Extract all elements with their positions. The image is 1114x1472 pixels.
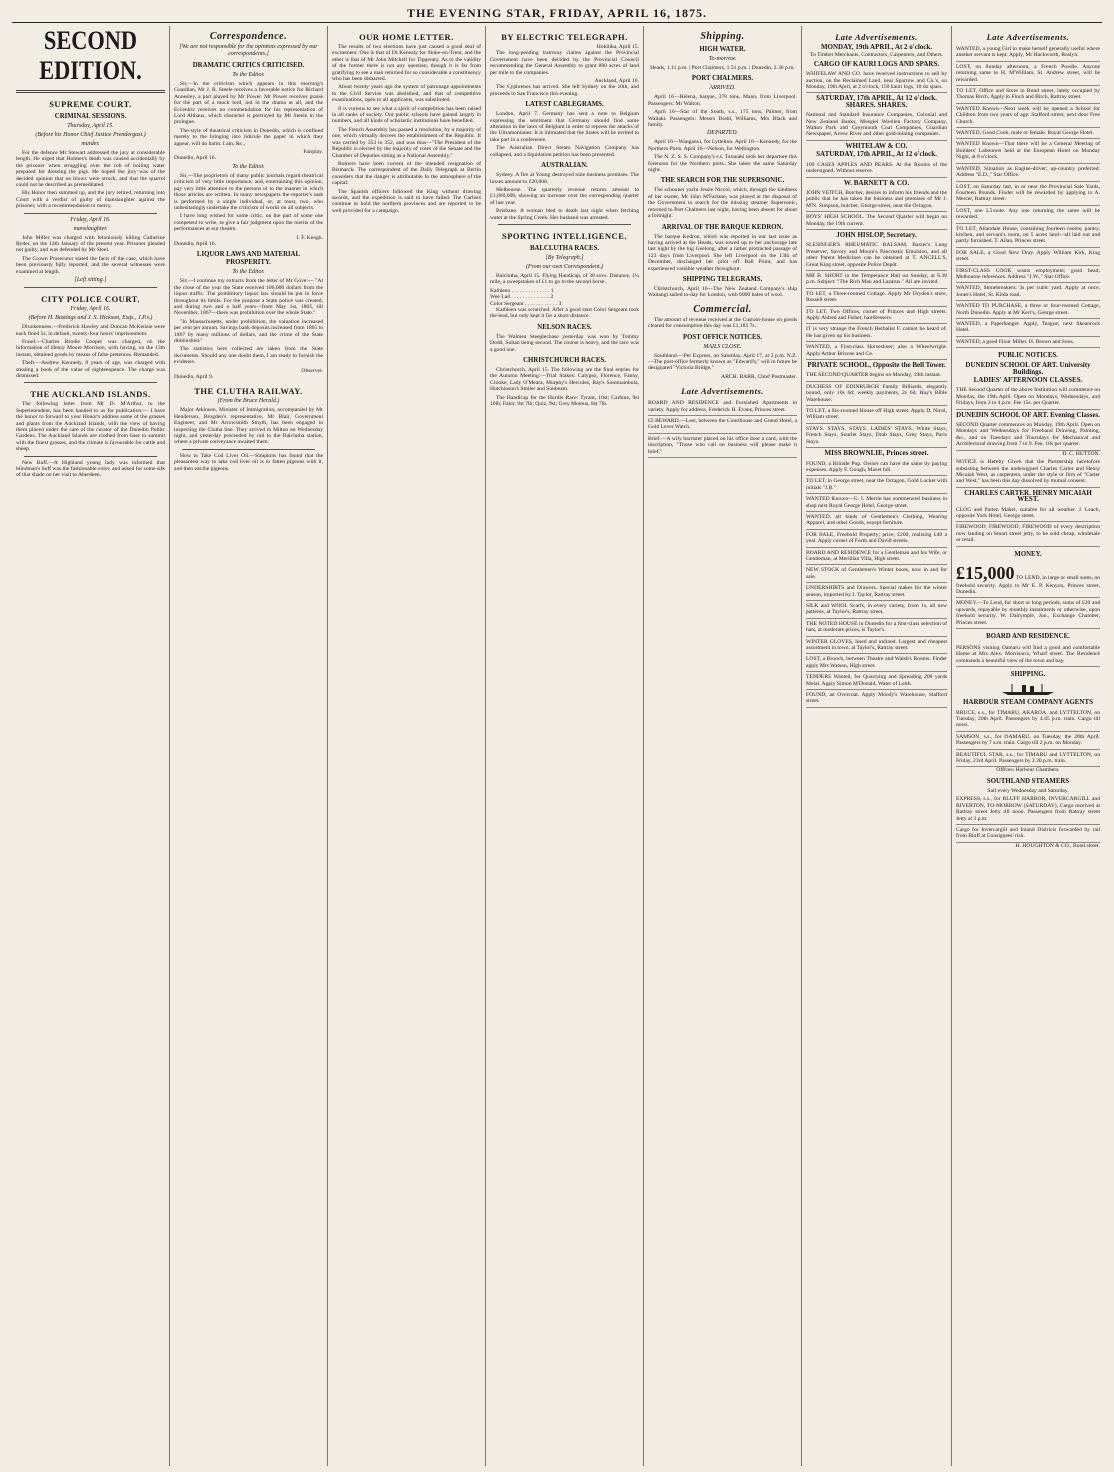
advertisement: NOTICE is Hereby Given that the Partnership heretofore subsisting between the undersigned Charles Carter and Henry Micaiah West, as carpenters, under the style or firm of "Carter and West," has been this day dissolved by mutual consent.: [956, 457, 1100, 488]
subheading: ARRIVED.: [709, 85, 736, 92]
late-advertisements-heading: Late Advertisements.: [681, 386, 764, 397]
section-heading: THE SEARCH FOR THE SUPERSONIC.: [660, 177, 785, 185]
advertisement: BOARD AND RESIDENCE and Furnished Apartments in variety. Apply for address, Frederick H. Evans, Princes street.: [648, 398, 797, 416]
advertisement: WINTER GLOVES, lined and unlined. Largest and cheapest assortment in town, at Taylor's, Rattray street.: [806, 637, 947, 655]
paragraph: Christchurch, April 15. The following are the final entries for the Autumn Meeting:—Trial Stakes: Calypso, Florence, Fanny, Cronke, Lady O'Meara, Murphy's Hercules, Ray's Sommambula, Hutchinson's Smiler and Sunbeam.: [490, 367, 639, 393]
board-residence-heading: BOARD AND RESIDENCE.: [986, 633, 1070, 640]
subheading: DEPARTED.: [706, 130, 739, 137]
race-result: Wee Lad . . . . . . . . . . . . . . 2: [490, 294, 554, 301]
paragraph: Rumors have been current of the intended resignation of Bismarck. The correspondent of the Daily Telegraph at Berlin considers that the danger is attributable to the atmosphere of the capital.: [332, 160, 481, 187]
paragraph: April 16—Helena, barque, 370 tons, Mann, from Liverpool. Passengers: Mr Walton.: [648, 94, 797, 107]
advertisement: FIREWOOD, FIREWOOD, FIREWOOD of every description now landing on Stuart street jetty, to be sold cheap, wholesale or retail.: [956, 522, 1100, 546]
paragraph: Major Atkinson, Minister of Immigration, accompanied by Mr Henderson, Brogden's representative, Mr Blair, Government Engineer, and Mr Arrowsmith Smyth, has been engaged in inspecting the Clutha line. They arrived in Milton on Wednesday night, and yesterday proceeded by rail to the Balclutha station, where a private conveyance awaited them.: [174, 407, 323, 446]
advertisement: FOUND, an Overcoat. Apply Moody's Warehouse, Stafford street.: [806, 690, 947, 708]
place-date: Dunedin, April 9.: [174, 374, 214, 381]
masthead: THE EVENING STAR, FRIDAY, APRIL 16, 1875.: [12, 6, 1102, 23]
advertisement: TO LET, a Three-roomed Cottage. Apply Mr Dryden's store, Russell street.: [806, 289, 947, 307]
advertisement: WANTED, a young Girl to make herself generally useful where another servant is kept. Apply, Mr Hackworth, Roslyn.: [956, 44, 1100, 62]
column-2: [170, 26, 328, 1466]
bench-note: (Before H. Bastings and J. S. Hickson, Esqs., J.P.s.): [28, 315, 153, 322]
paragraph: Drunkenness.—Frederick Hawley and Duncan McKenzie were each fined 5s, in default, twenty-four hours' imprisonment.: [16, 324, 165, 337]
advertisement: TO LET, Two Offices, corner of Princes and High streets. Apply Aldred and Fisher, hairdressers.: [806, 307, 947, 325]
advertisement: IT is very strange the French Herbalist F. cannot be heard of. He has given up his business.: [806, 324, 947, 342]
signature: I. F. Keogh.: [296, 234, 323, 241]
advertisement: LOST, on Saturday last, in or near the Provincial Sale Yards, Fourteen Pounds. Finder will be rewarded by applying to A. Mercer, Rattray street.: [956, 182, 1100, 206]
case-heading: murder.: [81, 141, 100, 147]
advertisement: FOR SALE, Freehold Property; price, £200, realising £40 a year. Apply corner of Forth and David streets.: [806, 530, 947, 548]
advertisement: MONEY.—To Lend, for short or long periods, sums of £20 and upwards, repayable by monthly instalments or otherwise, upon freehold security. W. Dalrymple, Jun., Exchange Chamber, Princes street.: [956, 598, 1100, 629]
paragraph: "In Massachusetts, under prohibition, the valuation increased per cent per annum. Savings bank deposits increased from 1865 to 1867 by many millions of dollars, and the crime of the State diminished.": [174, 318, 323, 344]
paragraph: The Handicap for the Hurdle Race: Tyrant, 10st; Carbine, 9st 10lb; Fakir, 9st 7lb; Quiz, 9st; Grey Momus, 8st 7lb.: [490, 394, 639, 408]
section-heading: PORT CHALMERS.: [691, 75, 754, 83]
dateline: Thursday, April 15.: [67, 123, 114, 129]
advertisement: WANTED, Good Cook, male or female. Royal George Hotel.: [956, 128, 1100, 139]
shipping-heading: Shipping.: [700, 31, 745, 42]
place-date: Dunedin, April 16.: [174, 155, 216, 162]
late-advertisements-heading: Late Advertisements.: [835, 32, 918, 42]
auckland-islands-heading: THE AUCKLAND ISLANDS.: [30, 389, 151, 400]
advertisement: WHITELAW AND CO. have received instructions to sell by auction, on the Reclaimed Land, near Sparrow and Co.'s, on Monday, 19th April, at 2 o'clock, 150 kauri logs, 10 do spars.: [806, 69, 947, 93]
advertisement-title: LADIES' AFTERNOON CLASSES.: [973, 376, 1083, 385]
section-heading: ARRIVAL OF THE BARQUE KEDRON.: [661, 223, 784, 231]
advertisement: DUCHESS OF EDINBURGH Family Billiards, elegantly bound, only 10s 6d; weekly payments, 2s 6d. Hay's Bible Warehouse.: [806, 382, 947, 406]
auction-date: SATURDAY, 17th APRIL, At 12 o'clock.: [816, 150, 937, 159]
paragraph: The amount of revenue received at the Custom-house on goods cleared for consumption this day was £1,183 7s.: [648, 316, 797, 330]
column-7: [952, 26, 1104, 1466]
paragraph: The following letter from Mr D. M'Arthur, to the Superintendent, has been handed to us for publication:— I have the honor to forward to your Honor's address some of the grasses and plants from the Auckland Islands, with the view of having them placed under the care of the curator of the Dunedin Public Gardens. The Auckland Islands are clothed from base to summit with the finest grasses, and the climate is favourable for cattle and sheep.: [16, 401, 165, 453]
paragraph: The Spanish officers followed the King without drawing swords, and the expedition is said to have failed. The Carlists continue to hold the northern provinces and are reported to be well provided for a campaign.: [332, 188, 481, 214]
paragraph: The French Assembly has passed a resolution, by a majority of one, which virtually decrees the establishment of the Republic. It was carried by 353 to 352, and was thus—"The President of the Republic is elected by the majority of votes of the Senate and the Chamber of Deputies sitting as a National Assembly.": [332, 126, 481, 159]
advertisement: PERSONS visiting Oamaru will find a good and comfortable Home at Mrs Alex. Morrison's, Wharf street. The Residence commands a beautiful view of the town and bay.: [956, 643, 1100, 667]
advertisement-title: DUNEDIN SCHOOL OF ART. Evening Classes.: [956, 410, 1100, 419]
office-note: Offices: Harbour Chambers.: [996, 767, 1060, 774]
advertisement: WANTED, a First-class Horseshoer; also a Wheelwright. Apply Arthur Briscoe and Co.: [806, 342, 947, 360]
commercial-heading: Commercial.: [693, 303, 752, 315]
article-heading: THE CLUTHA RAILWAY.: [194, 386, 303, 397]
section-heading: HIGH WATER.: [699, 46, 746, 53]
advertiser-name: MISS BROWNLIE, Princes street.: [824, 449, 929, 458]
auction-date: MONDAY, 19th APRIL, At 2 o'clock.: [820, 43, 933, 51]
section-heading: AUSTRALIAN.: [541, 162, 588, 170]
advertisement: CLOG and Patten Maker, suitable for all weather. J. Leach, opposite York Hotel, George street.: [956, 505, 1100, 523]
paragraph: April 16—Wanganui, for Lyttelton. April 16—Kennedy, for the Northern Ports. April 16—Nelson, for Wellington.: [648, 139, 797, 152]
paragraph: Melbourne. The quarterly revenue returns amount to £1,060,000, showing an increase over the corresponding quarter of last year.: [490, 186, 639, 206]
auction-date: SATURDAY, 17th APRIL, At 12 o'clock. SHARES. SHARES.: [816, 94, 937, 109]
case-heading: manslaughter.: [73, 225, 108, 232]
advertiser-name: W. BARNETT & CO.: [843, 178, 910, 187]
advertisement: WANTED, Stonebreakers; 3s per cubic yard. Apply at once, Jones's Hotel, St. Kilda road.: [956, 283, 1100, 301]
advertisement: TO LET, a Six-roomed House off High street. Apply D. Nicol, William street.: [806, 406, 947, 424]
advertisement: BOYS' HIGH SCHOOL. The Second Quarter will begin on Monday, the 19th current.: [806, 212, 947, 230]
advertisement-title: PRIVATE SCHOOL, Opposite the Bell Tower.: [807, 361, 946, 370]
dateline: Friday, April 16.: [70, 216, 111, 223]
signature: Observer.: [301, 367, 323, 374]
column-3: [328, 26, 486, 1466]
advertisement: WANTED Known—Next week will be opened a School for Children from two years of age. Stafford street, next door Free Church.: [956, 104, 1100, 128]
advertisement: LOST, one L5-note. Any one returning the same will be rewarded.: [956, 206, 1100, 224]
steamship-icon: [998, 682, 1058, 696]
advertisement: BEAUTIFUL STAR, s.s., for TIMARU and LYTTELTON, on Friday, 23rd April. Passengers by 2.30 p.m. train.: [956, 750, 1100, 768]
advertisement: THE NOTED HOUSE in Dunedin for a first-class selection of hats, at moderate prices, is Taylor's.: [806, 619, 947, 637]
divider: [24, 213, 157, 214]
source-note: [By Telegraph.]: [545, 254, 584, 261]
column-4: [486, 26, 644, 1466]
section-heading: BALCLUTHA RACES.: [529, 244, 600, 252]
advertisement: SAMSON, s.s., for OAMARU, on Tuesday, the 20th April. Passengers by 7 a.m. train. Cargo till 2 p.m. on Monday.: [956, 732, 1100, 750]
paragraph: The results of two elections have just caused a good deal of excitement. One is that of Dr Kenealy for Stoke-on-Trent, and the other is that of Mr John Mitchell for Tipperary. As to the validity of the former there is not any question, though it is far from gratifying to see a man returned for so considerable a constituency who has been disbarred.: [332, 44, 481, 83]
supreme-court-heading: SUPREME COURT.: [49, 99, 132, 109]
advertisement: TO LET, in George street, near the Octagon, Gold Locket with initials "J.B.": [806, 476, 947, 494]
criminal-sessions-heading: CRIMINAL SESSIONS.: [54, 113, 127, 120]
paragraph: The Crown Prosecutor stated the facts of the case, which have been previously fully reported, and the several witnesses were examined at length.: [16, 255, 165, 275]
column-5: [644, 26, 802, 1466]
sporting-heading: SPORTING INTELLIGENCE.: [501, 230, 627, 241]
paragraph: It is curious to see what a spirit of competition has been raised in all ranks of society. Our public schools have gained largely in numbers, and all kinds of scholastic institutions have benefited.: [332, 105, 481, 125]
race-result: Color Sergeant . . . . . . . . . . . . 3: [490, 300, 562, 307]
paragraph: The style of theatrical criticism in Dunedin, which is confined merely to the bringing into ridicule the paper in which they appear, will do harm. I am, &c.,: [174, 127, 323, 147]
advertisement: 100 CASES APPLES AND PEARS. At the Rooms of the undersigned. Without reserve.: [806, 160, 947, 178]
paragraph: Balclutha, April 15. Flying Handicap, of 30 sovs. Distance, 1¼ mile, a sweepstakes of £1 to go to the second horse.: [490, 272, 639, 286]
advertisement: EXPRESS, s.s., for BLUFF HARBOR, INVERCARGILL and RIVERTON, TO-MORROW (SATURDAY), Cargo received at Rattray street Jetty till noon. Passengers from Rattray street Jetty at 3 p.m.: [956, 794, 1100, 825]
advertisement: FOR SALE, a Good New Dray. Apply William Kirk, King street.: [956, 248, 1100, 266]
paragraph: Kathleen was scratched. After a good start Color Sergeant took the lead, but only kept it for a short distance.: [490, 306, 639, 320]
paragraph: The long-pending tramway claims against the Provincial Government have been decided by the Provincial Council recommending the General Assembly to grant 800 acres of land per mile to the companies.: [490, 50, 639, 76]
advertisement: THE Second Quarter of the above Institution will commence on Monday, the 19th April. Open on Mondays, Wednesdays, and Fridays, from 2 to 4 p.m. Fee 15s. per Quarter.: [956, 385, 1100, 409]
paragraph: How to Take Cod Liver Oil.—Simpkins has found that the pleasantest way to take cod liver oil is to fatten pigeons with it, and then eat the pigeons.: [174, 452, 323, 472]
advertisement: WANTED Known—G. I. Merrie has commenced business in shop next Royal George Hotel, George street.: [806, 494, 947, 512]
shipping-heading: SHIPPING.: [1010, 671, 1046, 679]
public-notices-heading: PUBLIC NOTICES.: [998, 352, 1058, 360]
paragraph: The schooner yacht Jessie Niccol, which, through the kindness of her owner, Mr John M'Farlane, was placed at the disposal of the Government to search for the missing steamer Supersonic, returned to Port Chalmers last night, having been absent for about a fortnight.: [648, 187, 797, 220]
paragraph: The Waimea Steeplechase yesterday was won by Tommy Dodd, Sultan being second. The course is heavy, and the race was a good one.: [490, 333, 639, 353]
advertisement-title: CARGO OF KAURI LOGS AND SPARS.: [813, 59, 940, 68]
paragraph: Fraud.—Charles Brodie Cooper was charged, on the information of Henry Moore Morrison, with having, on the 13th instant, obtained goods by means of false pretences. Remanded.: [16, 338, 165, 358]
advertisement: THE SECOND QUARTER begins on Monday, 19th instant.: [806, 370, 947, 381]
paragraph: April 16—Star of the South, s.s., 175 tons, Palmer, from Waitaki. Passengers: Messrs Dodd, Williams, Mrs Black and family.: [648, 109, 797, 129]
advertisement: LOST, a Brooch, between Theatre and Walsh's Rooms. Finder apply Mrs Watson, High street.: [806, 654, 947, 672]
signature: ARCH. BARR, Chief Postmaster.: [721, 373, 797, 380]
paragraph: Sydney. A fire at Young destroyed nine business premises. The losses amount to £20,000.: [490, 172, 639, 185]
advertisement: WANTED Known—That there will be a General Meeting of Builders' Labourers held at the European Hotel on Monday Night, at 8 o'clock.: [956, 139, 1100, 163]
paragraph: Theft.—Andrew Kennedy, 8 years of age, was charged with stealing a book of the value of eighteenpence. The charge was dismissed.: [16, 360, 165, 379]
paragraph: For the defence Mr Stewart addressed the jury at considerable length. He urged that Holmes's death was caused accidentally by the prisoner when struggling over the rob of boiling water prepared for dressing the pigs. He hoped the jury was of the decided opinion that no blows were struck, and that the quarrel could not be described as premeditated.: [16, 150, 165, 189]
correspondence-heading: Correspondence.: [209, 31, 288, 42]
paragraph: About twenty years ago the system of patronage appointments to the Civil Service was abolished, and that of competitive examinations, open to all applicants, was substituted.: [332, 84, 481, 104]
money-text: TO LEND, in large or small sums, on freehold security. Apply to Mr E. P. Kenyon, Princes street, Dunedin.: [956, 574, 1100, 595]
race-result: Kathleen . . . . . . . . . . . . . . 1: [490, 287, 554, 294]
advertisement: SLESINGER'S RHEUMATIC BALSAM, Baxter's Lung Preserver, Savory and Moore's Pancreatic Emulsion, and all other Patent Medicines can be obtained at T. ANCELL'S, Great King street, opposite Police Depôt.: [806, 240, 947, 271]
advertisement: WANTED, all kinds of Gentlemen's Clothing, Wearing Apparel, and other Goods, except furniture.: [806, 512, 947, 530]
advertisement: WANTED, Situation as Engine-driver; up-country preferred. Address "E.D.," Star Office.: [956, 164, 1100, 182]
signature: D. C. HUTTON.: [1062, 450, 1100, 457]
paragraph: The Australian Direct Steam Navigation Company has collapsed, and a liquidation petition has been presented.: [490, 145, 639, 158]
section-heading: POST OFFICE NOTICES.: [682, 333, 762, 341]
southland-steamers-heading: SOUTHLAND STEAMERS: [986, 777, 1070, 785]
paragraph: John Miller was charged with feloniously killing Catherine Ryder, on the 14th January of the present year. Prisoner pleaded not guilty, and was defended by Mr Steel.: [16, 234, 165, 254]
advertisement: JOHN VEITCH, Butcher, desires to inform his friends and the public that he has taken the business and premises of Mr J. M'N. Simpson, butcher, George street, near the Octagon.: [806, 188, 947, 212]
section-heading: LATEST CABLEGRAMS.: [525, 101, 604, 109]
advertisement: National and Standard Insurance Companies, Colonial and New Zealand Banks, Mosgiel Woollen Factory Company, Walton Park and Greymouth Coal Companies, Guardian Newspaper, Arrow River and other gold-mining companies.: [806, 110, 947, 141]
money-heading: MONEY.: [1014, 550, 1042, 558]
article-heading: DRAMATIC CRITICS CRITICISED.: [192, 62, 305, 69]
advertisement: FOUND, a Brindle Pup. Owner can have the same by paying expenses. Apply F. Gough, Macet hill.: [806, 459, 947, 477]
dateline: Friday, April 16.: [70, 306, 111, 313]
advertisement: MR B. SHORT in the Temperance Hall on Sunday, at 6.30 p.m. Subject: "The Rich Man and Lazarus." All are invited.: [806, 271, 947, 289]
signature: Fairplay.: [303, 149, 323, 156]
advertisement: TO LET, Office and Store in Bond street, lately occupied by Thomas Birch. Apply to Finch and Birch, Rattray street.: [956, 86, 1100, 104]
dateline: Auckland, April 16.: [594, 78, 639, 85]
advertisement: WANTED, a good Flour Miller. H. Brown and Sons.: [956, 337, 1100, 348]
left-sitting-note: [Left sitting.]: [74, 277, 107, 284]
advertisement: Brief.—A wily barrister placed on his office door a card, with the inscription, "Those who call on business will please make it brief.": [648, 434, 797, 458]
advertiser-name: WHITELAW & CO.: [845, 141, 908, 150]
place-date: Dunedin, April 16.: [174, 240, 216, 247]
advertisement: BRUCE, s.s., for TIMARU, AKAROA, and LYTTELTON, on Tuesday, 20th April. Passengers by 4.45 p.m. train. Cargo till noon.: [956, 708, 1100, 732]
section-heading: SHIPPING TELEGRAMS.: [682, 275, 763, 283]
advertisement: TENDERS Wanted, for Quarrying and Spreading 200 yards Metal. Apply Simon M'Donald, Water of Leith.: [806, 672, 947, 690]
advertisement: UNDERSHIRTS and Drawers. Special makes for the winter season, imported by J. Taylor, Rattray street.: [806, 583, 947, 601]
money-amount: £15,000: [956, 562, 1015, 583]
signature: CHARLES CARTER. HENRY MICAIAH WEST.: [964, 488, 1092, 504]
advertisement: STAYS. STAYS. STAYS. LADIES' STAYS. White Stays, French Stays, Sourlet Stays, Drab Stays, Grey Stays, Paris Stays.: [806, 424, 947, 448]
advertisement: FIRST-CLASS COOK wants employment; good head; Melbourne references. Address "J.W.," Star Office.: [956, 266, 1100, 284]
divider: [16, 90, 165, 93]
salutation: To the Editor.: [232, 72, 265, 78]
advertisement: NEW STOCK of Gentlemen's Winter boots, now in and for sale.: [806, 565, 947, 583]
signature: H. HOUGHTON & CO., Bond street.: [1015, 842, 1100, 849]
late-advertisements-heading: Late Advertisements.: [986, 32, 1070, 42]
divider: [498, 224, 631, 225]
bench-note: (Before his Honor Chief Justice Prendergast.): [35, 132, 146, 138]
advertisement: BOARD AND RESIDENCE for a Gentleman and his Wife, or Gentleman, at Meridian Villa, High street.: [806, 548, 947, 566]
subheading: To-morrow.: [708, 56, 737, 62]
paragraph: New Buff.—A Highland young lady was informed that blindman's buff was the fashionable color, and asked for some silk of that shade on her visit to Aberdeen.: [16, 459, 165, 479]
paragraph: Sir,—In the criticism which appears in this morning's Guardian, Mr J. R. Steele receives a favorable notice for Richard Annesley, a part played by Mr Power. Mr Power receives praise for the part of a mock lord, not in the drama at all, and the Eccentric receives no commendation for his representation of Lord Althaus, which character is portrayed by Mr Steele in the prologue.: [174, 81, 323, 126]
advertisement: SILK and WOOL Scarfs, in every variety, from 1s, all new patterns, at Taylor's, Rattray street.: [806, 601, 947, 619]
paragraph: The N. Z. S. S. Company's s.s. Taranaki took her departure this forenoon for the Northern ports. She takes the same Saturday night.: [648, 154, 797, 174]
advertisement: £5 REWARD.—Lost, between the Courthouse and Grand Hotel, a Gold Lever Watch.: [648, 416, 797, 434]
agency-name: HARBOUR STEAM COMPANY AGENTS: [962, 698, 1094, 707]
police-court-heading: CITY POLICE COURT.: [41, 294, 140, 305]
advertisement-title: DUNEDIN SCHOOL OF ART. University Buildings.: [965, 361, 1091, 376]
advertisement: LOST, on Sunday afternoon, a French Poodle. Anyone returning same to H. M'William, St. Andrew street, will be rewarded.: [956, 62, 1100, 86]
paragraph: London, April 7. Germany has sent a note to Belgium expressing the sentiment that Germany should find some alteration in the laws of Belgium in order to repress the attacks of the Ultramontanes. It is intimated that the States will be invited to take part in a conference.: [490, 111, 639, 143]
article-heading: LIQUOR LAWS AND MATERIAL PROSPERITY.: [196, 251, 301, 267]
divider: [182, 449, 315, 450]
money-advertisement: [956, 561, 1100, 599]
subheading: MAILS CLOSE.: [703, 343, 742, 350]
section-heading: NELSON RACES.: [537, 323, 592, 331]
advertisement: WANTED, a Paperhanger. Apply, Teague, next Skeanrock Hotel.: [956, 319, 1100, 337]
advertisement: TO LET, Allandale House, containing fourteen rooms, pantry, kitchen, and servant's room, on 5 acres land—all laid out and partly furnished. T. Allan, Princes street.: [956, 224, 1100, 248]
paragraph: His Honor then summed up, and the jury retired, returning into Court with a verdict of guilty of manslaughter against the prisoner, with a recommendation to mercy.: [16, 190, 165, 210]
advertisement: WANTED TO PURCHASE, a three or four-roomed Cottage, North Dunedin. Apply at Mr Kerr's, George street.: [956, 301, 1100, 319]
paragraph: Christchurch, April 16—The New Zealand Company's ship Waitangi sailed to-day for London, with 6000 bales of wool.: [648, 285, 797, 299]
advertiser-name: JOHN HISLOP, Secretary.: [836, 230, 917, 239]
paragraph: Southland.—Per Express, on Saturday, April 17, at 2 p.m. N.Z.—The post-office formerly known as "Edward's," will in future be designated "Victoria Bridge.": [648, 352, 797, 372]
advertisement: Cargo for Invercargill and Inland Districts forwarded by rail from Bluff at Consignees' risk.: [956, 825, 1100, 843]
paragraph: I have long wished for some critic, on the part of some one competent to write, to give a fair judgment upon the merits of the performances at our theatre.: [174, 213, 323, 233]
paragraph: Brisbane. A woman bled to death last night when fetching water at the Spring Creek. Her husband was arrested.: [490, 208, 639, 221]
advertisement: To Timber Merchants, Contractors, Carpenters, and Others.: [810, 52, 943, 59]
dateline: Hokitika, April 15.: [596, 44, 639, 50]
tide-times: Heads, 1.11 p.m. | Port Chalmers, 1.51 p.m. | Dunedin, 2.36 p.m.: [650, 65, 795, 71]
source-note: (From our own Correspondent.): [525, 263, 604, 270]
paragraph: The Cyphrenes has arrived. She left Sydney on the 10th, and proceeds to San Francisco this evening.: [490, 84, 639, 97]
sailing-note: Sail every Wednesday and Saturday.: [987, 787, 1069, 794]
second-edition-heading: SECOND EDITION.: [39, 26, 142, 85]
advertisement: SECOND Quarter commences on Monday, 19th April. Open on Mondays and Wednesdays for Freehand Drawing, Painting, &c., and on Tuesdays and Thursdays for Mechanical and Architectural drawing from 7 to 9. Fee, 10s per quarter.: [956, 420, 1100, 451]
editor-note: [We are not responsible for the opinions expressed by our correspondents.]: [179, 44, 318, 57]
column-1: [12, 26, 170, 1466]
paragraph: Sir,—I continue my extracts from the letter of Mr Gove:— "At the close of the year the State received 106,000 dollars from the liquor traffic. The prohibitory liquor law should be put in force throughout its limits. For the purpose a State police was created, and during two and a half years—from May 1st, 1865, till November, 1867—there was prohibition over the whole State.": [174, 278, 323, 317]
home-letter-heading: OUR HOME LETTER.: [359, 32, 454, 42]
column-6: [802, 26, 952, 1466]
salutation: To the Editor.: [232, 269, 265, 276]
paragraph: The barque Kedron, which was reported in our last issue as having arrived at the Heads, was towed up to her anchorage late last night by the tug Geelong, after a rather protracted passage of 123 days from Liverpool. She left Liverpool on the 13th of December, discharged her pilot off Ball Point, and has experienced variable weather throughout.: [648, 233, 797, 272]
salutation: To the Editor.: [232, 163, 265, 170]
divider: [24, 287, 157, 288]
telegraph-heading: BY ELECTRIC TELEGRAPH.: [501, 32, 628, 42]
paragraph: Sir,—The proprietors of many public journals regard theatrical criticism of very little importance; and, entertaining this opinion, pay very little attention to the persons or to the manner in which those articles are written. In many newspapers the reporter's task is performed by a single individual, or, at most, two, who unhesitatingly undertake the criticism of works on all subjects.: [174, 172, 323, 211]
source-note: (From the Bruce Herald.): [217, 398, 280, 405]
section-heading: CHRISTCHURCH RACES.: [523, 357, 606, 364]
divider: [24, 456, 157, 457]
divider: [24, 382, 157, 383]
paragraph: The statistics here collected are taken from the State documents. Should any one doubt them, I am ready to furnish the evidence.: [174, 346, 323, 366]
